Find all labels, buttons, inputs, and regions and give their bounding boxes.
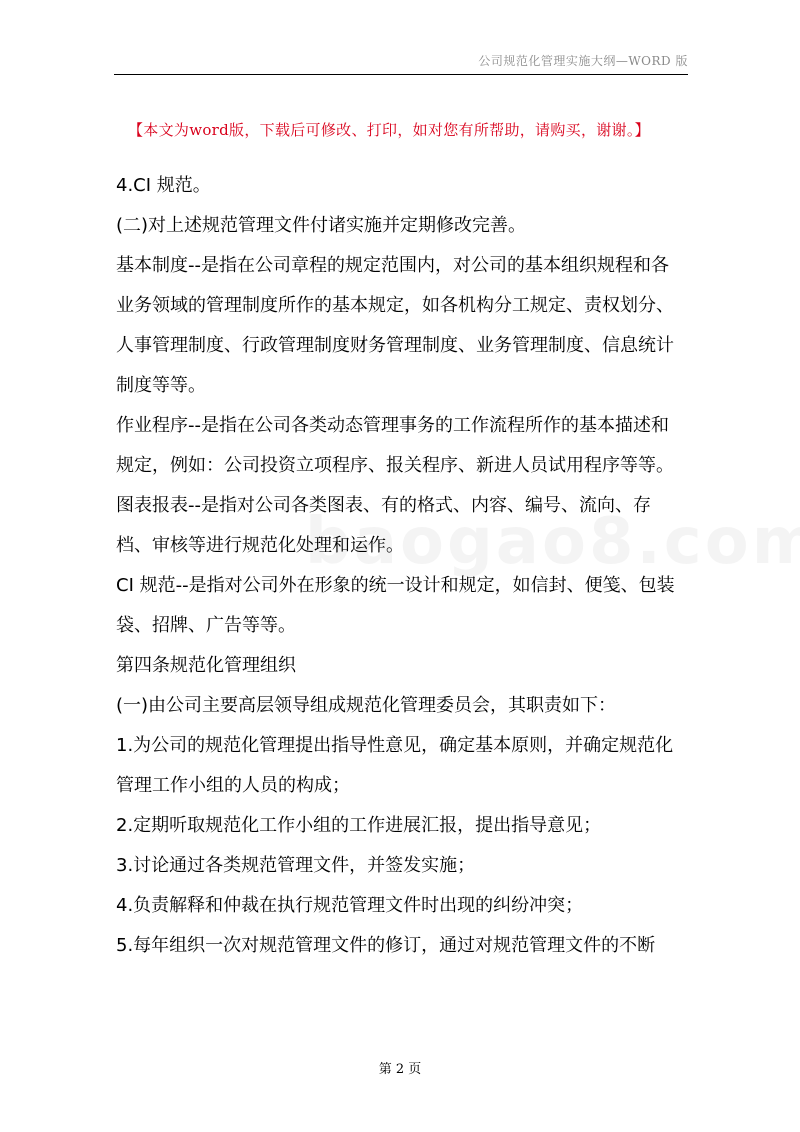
list-item: 4.负责解释和仲裁在执行规范管理文件时出现的纠纷冲突； — [116, 895, 584, 916]
paragraph: CI 规范--是指对公司外在形象的统一设计和规定，如信封、便笺、包装袋、招牌、广告等等。 — [116, 575, 675, 636]
list-item: 1.为公司的规范化管理提出指导性意见，确定基本原则，并确定规范化管理工作小组的人员的构成； — [116, 735, 674, 796]
paragraph: (一)由公司主要高层领导组成规范化管理委员会，其职责如下： — [116, 695, 617, 716]
list-item: 2.定期听取规范化工作小组的工作进展汇报，提出指导意见； — [116, 815, 602, 836]
paragraph: 基本制度--是指在公司章程的规定范围内，对公司的基本组织规程和各业务领域的管理制度所作的基本规定，如各机构分工规定、责权划分、人事管理制度、行政管理制度财务管理制度、业务管理制度、信息统计制度等等。 — [116, 255, 674, 396]
document-body — [116, 166, 686, 966]
paragraph: 4.CI 规范。 — [116, 175, 211, 196]
paragraph: 作业程序--是指在公司各类动态管理事务的工作流程所作的基本描述和规定，例如：公司投资立项程序、报关程序、新进人员试用程序等等。 — [116, 415, 674, 476]
list-item: 5.每年组织一次对规范管理文件的修订，通过对规范管理文件的不断 — [116, 935, 656, 956]
header-title: 公司规范化管理实施大纲—WORD 版 — [478, 54, 688, 68]
paragraph: (二)对上述规范管理文件付诸实施并定期修改完善。 — [116, 215, 527, 236]
section-heading: 第四条规范化管理组织 — [116, 655, 296, 676]
paragraph: 图表报表--是指对公司各类图表、有的格式、内容、编号、流向、存档、审核等进行规范化处理和运作。 — [116, 495, 651, 556]
page-number: 第 2 页 — [378, 1062, 422, 1077]
list-item: 3.讨论通过各类规范管理文件，并签发实施； — [116, 855, 476, 876]
header-rule — [114, 74, 688, 75]
download-notice: 【本文为word版，下载后可修改、打印，如对您有所帮助，请购买，谢谢。】 — [128, 121, 650, 139]
